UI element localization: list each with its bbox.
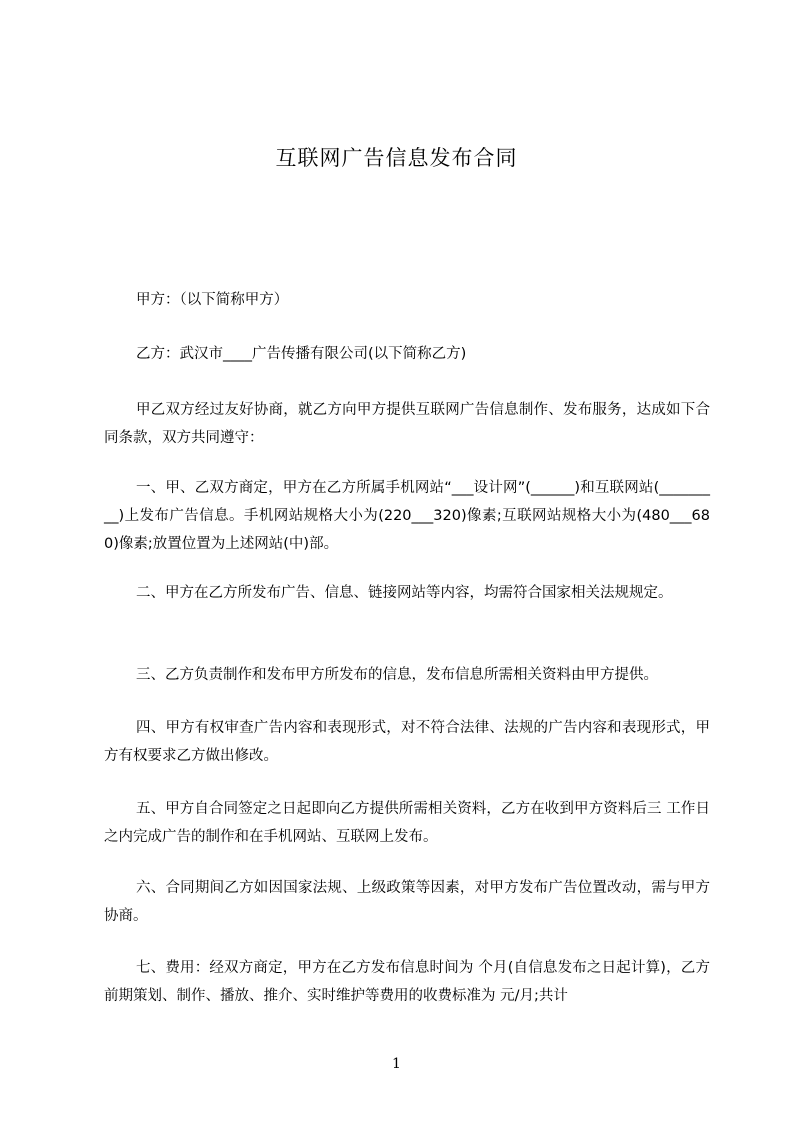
document-title: 互联网广告信息发布合同 [275, 146, 518, 170]
party-b-line: 乙方：武汉市____广告传播有限公司(以下简称乙方) [136, 346, 467, 362]
preamble-paragraph: 甲乙双方经过友好协商，就乙方向甲方提供互联网广告信息制作、发布服务，达成如下合同条款，双方共同遵守： [104, 402, 710, 446]
clause-1: 一、甲、乙双方商定，甲方在乙方所属手机网站“___设计网”(______)和互联网站(_________)上发布广告信息。手机网站规格大小为(220___320)像素;互联网站规格大小为(480___680)像素;放置位置为上述网站(中)部。 [104, 480, 710, 552]
clause-4: 四、甲方有权审查广告内容和表现形式，对不符合法律、法规的广告内容和表现形式，甲方有权要求乙方做出修改。 [104, 720, 710, 764]
clause-3: 三、乙方负责制作和发布甲方所发布的信息，发布信息所需相关资料由甲方提供。 [136, 667, 658, 683]
clause-2: 二、甲方在乙方所发布广告、信息、链接网站等内容，均需符合国家相关法规规定。 [136, 585, 673, 601]
party-a-line: 甲方：（以下简称甲方） [136, 292, 289, 308]
page-number: 1 [392, 1056, 401, 1072]
clause-5: 五、甲方自合同签定之日起即向乙方提供所需相关资料，乙方在收到甲方资料后三 工作日之内完成广告的制作和在手机网站、互联网上发布。 [104, 801, 710, 845]
clause-6: 六、合同期间乙方如因国家法规、上级政策等因素，对甲方发布广告位置改动，需与甲方协商。 [104, 880, 710, 924]
clause-7: 七、费用：经双方商定，甲方在乙方发布信息时间为 个月(自信息发布之日起计算)，乙方前期策划、制作、播放、推介、实时维护等费用的收费标准为 元/月;共计 [104, 960, 710, 1004]
